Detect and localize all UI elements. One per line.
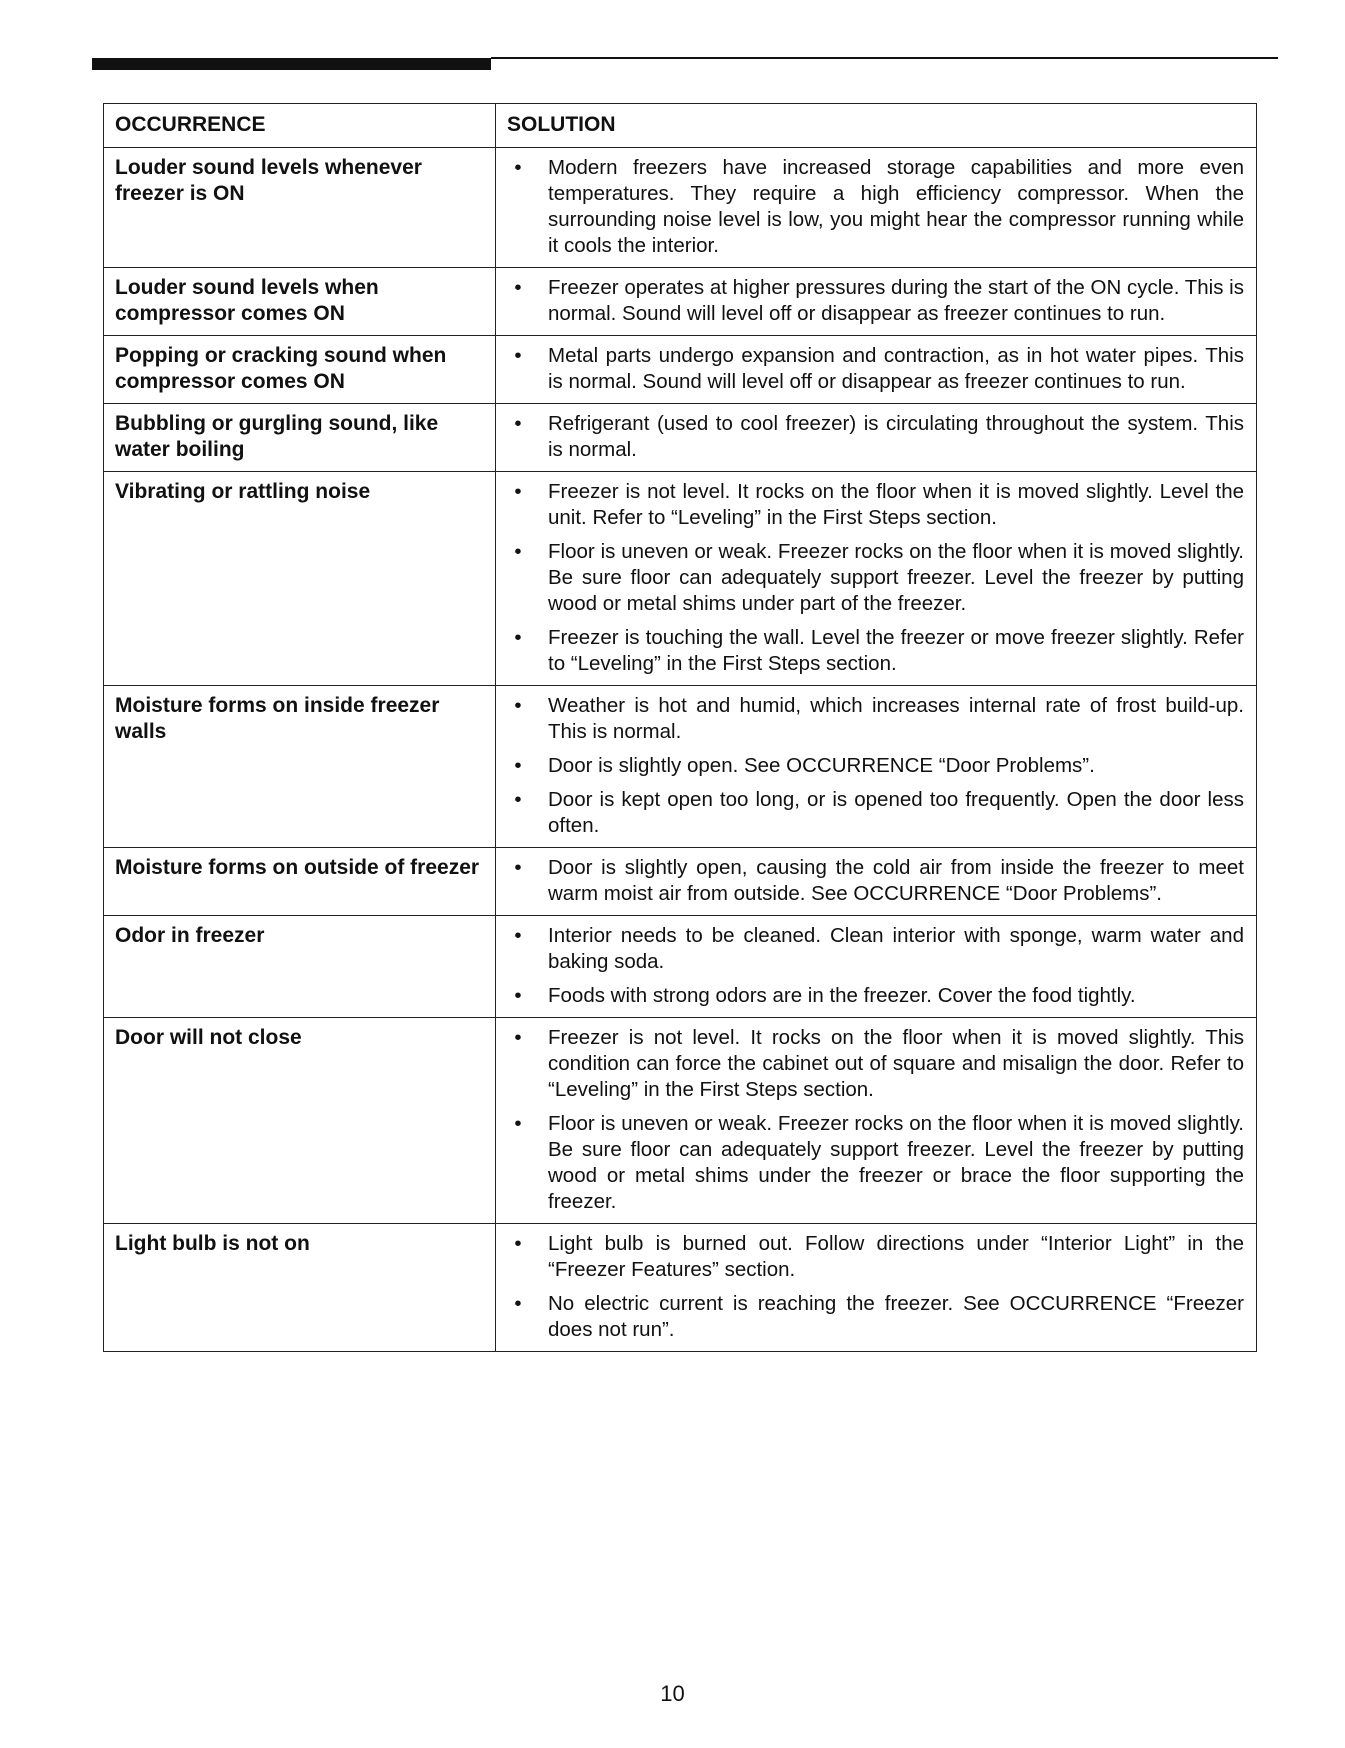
solution-list: [507, 275, 1244, 327]
solution-item: [507, 625, 1244, 677]
solution-text: Floor is uneven or weak. Freezer rocks on the floor when it is moved slightly. Be sure floor can adequately support freezer. Level the freezer by putting wood or metal shims under the freezer or brace the floor supporting the freezer.: [548, 1112, 1244, 1213]
solution-text: No electric current is reaching the freezer. See OCCURRENCE “Freezer does not run”.: [548, 1292, 1244, 1341]
solution-item: [507, 983, 1244, 1009]
solution-text: Door is slightly open, causing the cold air from inside the freezer to meet warm moist air from outside. See OCCURRENCE “Door Problems”.: [548, 856, 1244, 905]
bullet-icon: •: [514, 156, 522, 179]
bullet-icon: •: [514, 1112, 522, 1135]
solution-item: [507, 539, 1244, 617]
solution-list: [507, 923, 1244, 1009]
bullet-icon: •: [514, 480, 522, 503]
solution-cell: [496, 336, 1257, 404]
solution-cell: [496, 686, 1257, 848]
table-row: [104, 148, 1257, 268]
solution-item: [507, 1111, 1244, 1215]
solution-text: Metal parts undergo expansion and contraction, as in hot water pipes. This is normal. Sound will level off or disappear as freezer continues to run.: [548, 344, 1244, 393]
solution-item: [507, 275, 1244, 327]
bullet-icon: •: [514, 540, 522, 563]
table-row: [104, 404, 1257, 472]
solution-text: Door is slightly open. See OCCURRENCE “Door Problems”.: [548, 754, 1095, 777]
solution-item: [507, 343, 1244, 395]
bullet-icon: •: [514, 984, 522, 1007]
solution-column-header: SOLUTION: [496, 104, 1257, 148]
occurrence-cell: Vibrating or rattling noise: [104, 472, 496, 686]
solution-list: [507, 479, 1244, 677]
bullet-icon: •: [514, 344, 522, 367]
bullet-icon: •: [514, 924, 522, 947]
troubleshooting-table: [103, 103, 1257, 1352]
bullet-icon: •: [514, 788, 522, 811]
occurrence-cell: Door will not close: [104, 1018, 496, 1224]
occurrence-cell: Light bulb is not on: [104, 1224, 496, 1352]
bullet-icon: •: [514, 856, 522, 879]
occurrence-cell: Popping or cracking sound when compressor comes ON: [104, 336, 496, 404]
solution-text: Refrigerant (used to cool freezer) is circulating throughout the system. This is normal.: [548, 412, 1244, 461]
bullet-icon: •: [514, 754, 522, 777]
bullet-icon: •: [514, 1026, 522, 1049]
bullet-icon: •: [514, 694, 522, 717]
solution-list: [507, 693, 1244, 839]
solution-text: Freezer is not level. It rocks on the floor when it is moved slightly. Level the unit. Refer to “Leveling” in the First Steps section.: [548, 480, 1244, 529]
solution-text: Freezer is not level. It rocks on the floor when it is moved slightly. This condition can force the cabinet out of square and misalign the door. Refer to “Leveling” in the First Steps section.: [548, 1026, 1244, 1101]
table-body: [104, 148, 1257, 1352]
occurrence-cell: Moisture forms on inside freezer walls: [104, 686, 496, 848]
occurrence-cell: Louder sound levels when compressor comes ON: [104, 268, 496, 336]
occurrence-cell: Louder sound levels whenever freezer is ON: [104, 148, 496, 268]
occurrence-cell: Moisture forms on outside of freezer: [104, 848, 496, 916]
header-rule-thick: [92, 58, 491, 70]
solution-item: [507, 753, 1244, 779]
page-number: 10: [660, 1681, 685, 1706]
table-row: [104, 472, 1257, 686]
solution-list: [507, 855, 1244, 907]
table-row: [104, 336, 1257, 404]
solution-text: Door is kept open too long, or is opened too frequently. Open the door less often.: [548, 788, 1244, 837]
bullet-icon: •: [514, 1292, 522, 1315]
bullet-icon: •: [514, 412, 522, 435]
solution-list: [507, 1025, 1244, 1215]
table-row: [104, 268, 1257, 336]
solution-item: [507, 855, 1244, 907]
solution-text: Interior needs to be cleaned. Clean interior with sponge, warm water and baking soda.: [548, 924, 1244, 973]
solution-item: [507, 693, 1244, 745]
solution-list: [507, 1231, 1244, 1343]
solution-item: [507, 1291, 1244, 1343]
solution-item: [507, 923, 1244, 975]
solution-cell: [496, 148, 1257, 268]
table-row: [104, 1018, 1257, 1224]
solution-cell: [496, 1018, 1257, 1224]
solution-text: Light bulb is burned out. Follow directions under “Interior Light” in the “Freezer Features” section.: [548, 1232, 1244, 1281]
table-row: [104, 1224, 1257, 1352]
occurrence-cell: Odor in freezer: [104, 916, 496, 1018]
solution-cell: [496, 268, 1257, 336]
table-row: [104, 686, 1257, 848]
solution-text: Foods with strong odors are in the freezer. Cover the food tightly.: [548, 984, 1136, 1007]
table-header-row: [104, 104, 1257, 148]
solution-cell: [496, 916, 1257, 1018]
solution-cell: [496, 848, 1257, 916]
solution-item: [507, 1231, 1244, 1283]
solution-text: Freezer is touching the wall. Level the freezer or move freezer slightly. Refer to “Leveling” in the First Steps section.: [548, 626, 1244, 675]
solution-cell: [496, 472, 1257, 686]
bullet-icon: •: [514, 276, 522, 299]
table-row: [104, 848, 1257, 916]
solution-item: [507, 787, 1244, 839]
solution-item: [507, 1025, 1244, 1103]
solution-cell: [496, 404, 1257, 472]
bullet-icon: •: [514, 626, 522, 649]
occurrence-column-header: OCCURRENCE: [104, 104, 496, 148]
solution-item: [507, 155, 1244, 259]
solution-cell: [496, 1224, 1257, 1352]
solution-text: Floor is uneven or weak. Freezer rocks on the floor when it is moved slightly. Be sure floor can adequately support freezer. Level the freezer by putting wood or metal shims under part of the freezer.: [548, 540, 1244, 615]
solution-list: [507, 343, 1244, 395]
bullet-icon: •: [514, 1232, 522, 1255]
solution-item: [507, 411, 1244, 463]
solution-text: Modern freezers have increased storage capabilities and more even temperatures. They require a high efficiency compressor. When the surrounding noise level is low, you might hear the compressor running while it cools the interior.: [548, 156, 1244, 257]
solution-list: [507, 411, 1244, 463]
table-row: [104, 916, 1257, 1018]
header-rule-thin: [491, 57, 1278, 59]
occurrence-cell: Bubbling or gurgling sound, like water boiling: [104, 404, 496, 472]
solution-list: [507, 155, 1244, 259]
solution-text: Freezer operates at higher pressures during the start of the ON cycle. This is normal. Sound will level off or disappear as freezer continues to run.: [548, 276, 1244, 325]
solution-text: Weather is hot and humid, which increases internal rate of frost build-up. This is normal.: [548, 694, 1244, 743]
solution-item: [507, 479, 1244, 531]
